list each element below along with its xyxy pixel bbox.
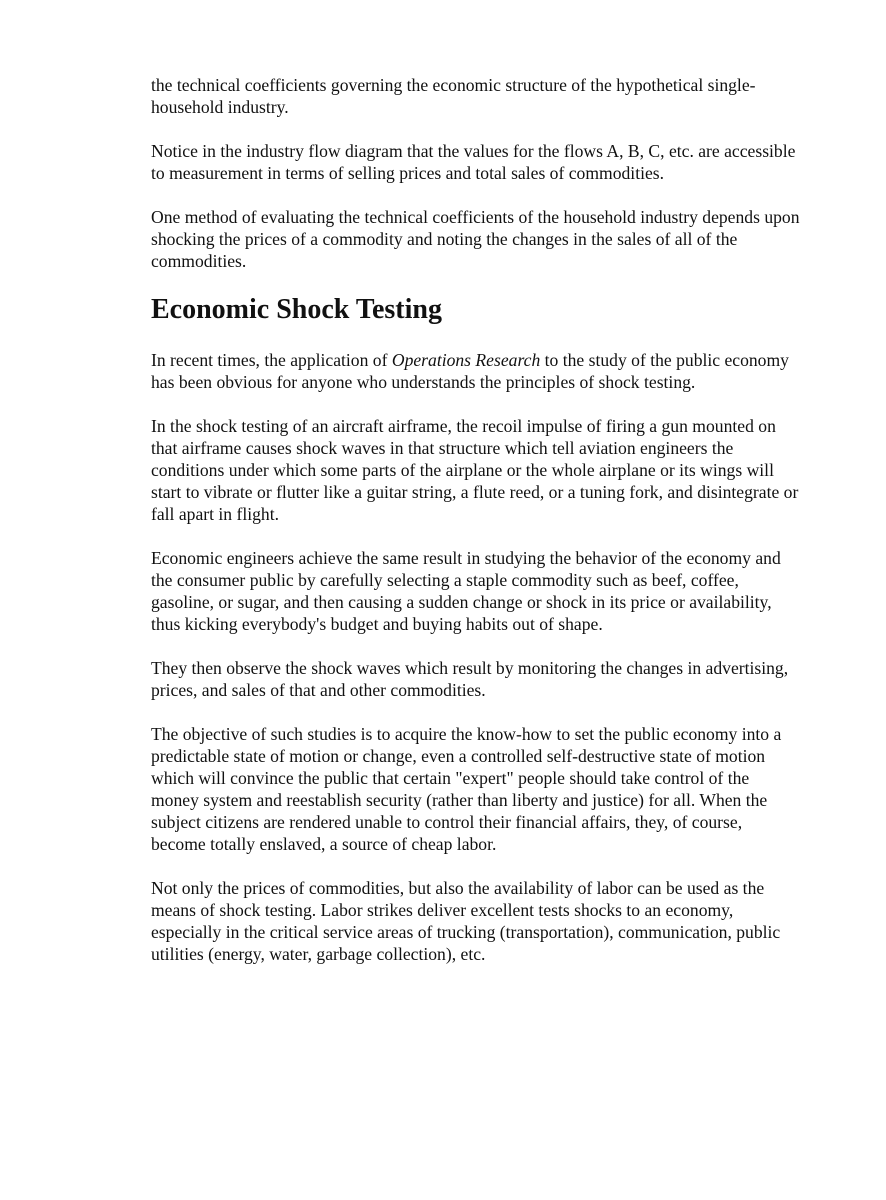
paragraph: Notice in the industry flow diagram that the values for the flows A, B, C, etc. are accessible to measurement in terms of selling prices and total sales of commodities. <box>151 141 796 183</box>
emphasis-text: Operations Research <box>391 350 541 370</box>
document-page <box>151 74 801 987</box>
paragraph: Not only the prices of commodities, but also the availability of labor can be used as the means of shock testing. Labor strikes deliver excellent tests shocks to an economy, especially in the critical service areas of trucking (transportation), communication, public utilities (energy, water, garbage collection), etc. <box>151 878 781 964</box>
paragraph-text: to the study of the public economy has been obvious for anyone who understands the principles of shock testing. <box>151 350 789 392</box>
section-heading: Economic Shock Testing <box>151 294 442 325</box>
paragraph-text: In recent times, the application of <box>151 350 392 370</box>
paragraph: One method of evaluating the technical coefficients of the household industry depends upon shocking the prices of a commodity and noting the changes in the sales of all of the commodities. <box>151 207 800 271</box>
paragraph: They then observe the shock waves which result by monitoring the changes in advertising, prices, and sales of that and other commodities. <box>151 658 789 700</box>
paragraph: In the shock testing of an aircraft airframe, the recoil impulse of firing a gun mounted on that airframe causes shock waves in that structure which tell aviation engineers the conditions under which some parts of the airplane or the whole airplane or its wings will start to vibrate or flutter like a guitar string, a flute reed, or a tuning fork, and disintegrate or fall apart in flight. <box>151 416 799 524</box>
paragraph: Economic engineers achieve the same result in studying the behavior of the economy and the consumer public by carefully selecting a staple commodity such as beef, coffee, gasoline, or sugar, and then causing a sudden change or shock in its price or availability, thus kicking everybody's budget and buying habits out of shape. <box>151 548 781 634</box>
paragraph: the technical coefficients governing the economic structure of the hypothetical single-household industry. <box>151 75 756 117</box>
paragraph: The objective of such studies is to acquire the know-how to set the public economy into a predictable state of motion or change, even a controlled self-destructive state of motion which will convince the public that certain "expert" people should take control of the money system and reestablish security (rather than liberty and justice) for all. When the subject citizens are rendered unable to control their financial affairs, they, of course, become totally enslaved, a source of cheap labor. <box>151 724 782 854</box>
paragraph-operations-research <box>151 349 801 393</box>
